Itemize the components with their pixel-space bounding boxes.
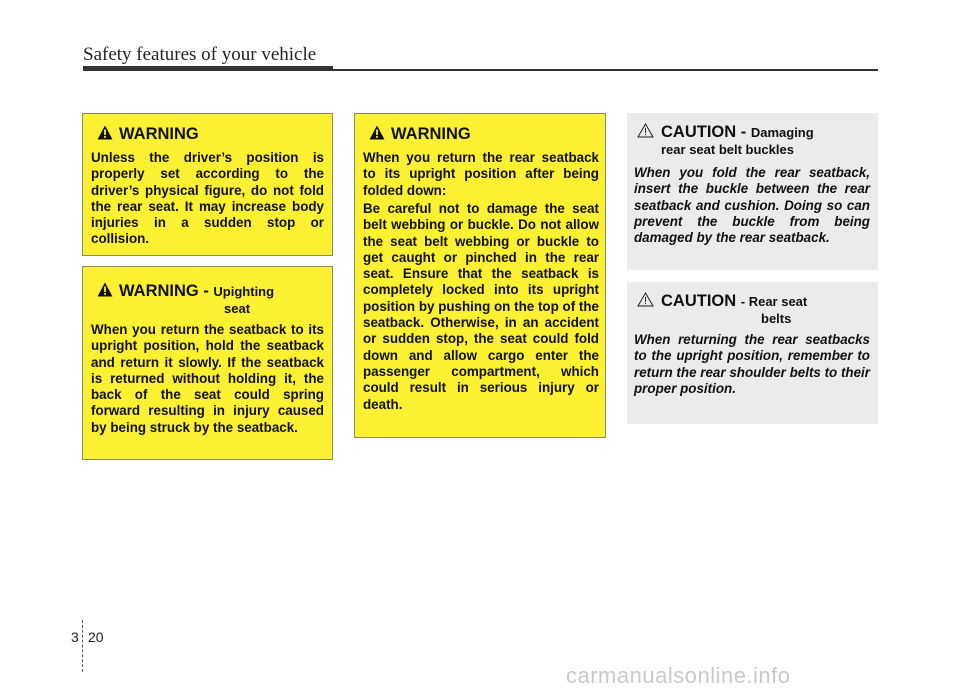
caution-text: When you fold the rear seatback, insert the buckle between the rear seatback and cushion. Doing so can prevent the buckle from being damaged by the rear seatback.: [634, 165, 870, 246]
caution-triangle-icon: [637, 123, 654, 138]
warning-text: Unless the driver’s position is properly set according to the driver’s physical figure, do not fold the rear seat. It may increase body injuries in a sudden stop or collision.: [91, 150, 324, 247]
warning-heading-main: WARNING -: [119, 282, 209, 300]
caution-text: When returning the rear seatbacks to the upright position, remember to return the rear shoulder belts to their proper position.: [634, 332, 870, 396]
warning-heading: [119, 282, 274, 301]
caution-subheading: - Rear seat: [740, 294, 808, 309]
page-number-divider: [82, 620, 83, 672]
caution-subheading-line2: belts: [761, 311, 792, 326]
section-number: 3: [71, 629, 79, 645]
warning-text-intro: When you return the rear seatback to its upright position after being folded down:: [363, 150, 599, 198]
page-header-title: Safety features of your vehicle: [83, 44, 317, 65]
caution-triangle-icon: [637, 292, 654, 307]
warning-subheading: Upighting: [213, 284, 275, 299]
warning-text-body: Be careful not to damage the seat belt webbing or buckle. Do not allow the seat belt webbing or buckle to get caught or pinched in the rear seat. Ensure that the seatback is completely locked into its upright position by pushing on the top of the seatback. Otherwise, in an accident or sudden stop, the seat could fold down and allow cargo enter the passenger compartment, which could result in serious injury or death.: [363, 201, 599, 412]
caution-subheading-line2: rear seat belt buckles: [661, 142, 794, 157]
warning-box-seat-position: [82, 113, 333, 256]
warning-box-upright-seat: [82, 266, 333, 460]
warning-text: When you return the seatback to its upright position, hold the seatback and return it slowly. If the seatback is returned without holding it, the back of the seat could spring forward resulting in injury caused by being struck by the seatback.: [91, 322, 324, 435]
caution-box-rear-belts: [627, 282, 878, 424]
warning-triangle-icon: [369, 125, 385, 140]
caution-heading-main: CAUTION -: [661, 123, 747, 141]
caution-subheading: Damaging: [750, 125, 814, 140]
page-number: 20: [88, 629, 104, 645]
caution-box-belt-buckles: [627, 113, 878, 270]
watermark: carmanualsonline.info: [566, 663, 791, 688]
warning-heading: WARNING: [119, 125, 199, 143]
caution-heading-main: CAUTION: [661, 292, 737, 310]
warning-triangle-icon: [97, 125, 113, 140]
warning-triangle-icon: [97, 282, 113, 297]
header-rule: [83, 69, 878, 71]
warning-subheading-line2: seat: [224, 301, 251, 316]
warning-heading: WARNING: [391, 125, 471, 143]
caution-heading: [661, 123, 814, 142]
warning-box-folded-seat: [354, 113, 606, 438]
caution-heading: [661, 292, 807, 311]
